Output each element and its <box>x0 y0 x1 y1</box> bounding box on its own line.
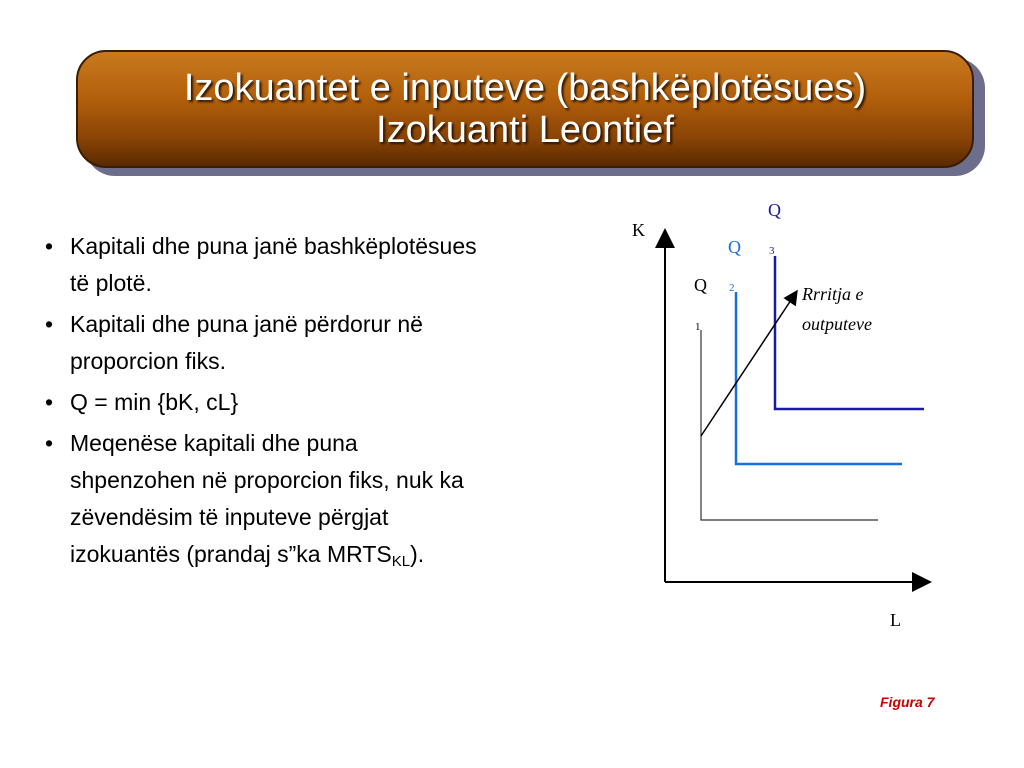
bullet-text: Kapitali dhe puna janë përdorur në proporcion fiks. <box>70 311 423 374</box>
bullet-text: Q = min {bK, cL} <box>70 389 239 415</box>
k-axis-label: K <box>632 220 645 240</box>
output-growth-arrow <box>701 291 797 436</box>
output-growth-line-2: outputeve <box>802 314 872 334</box>
q1-label: Q <box>694 275 707 295</box>
isoquant-q1 <box>701 330 878 520</box>
bullet-text: Kapitali dhe puna janë bashkëplotësues të plotë. <box>70 233 477 296</box>
bullet-tail: ). <box>410 541 425 567</box>
output-growth-line-1: Rrritja e <box>802 284 864 304</box>
title-line-2: Izokuanti Leontief <box>376 109 674 151</box>
q3-label: Q <box>768 200 781 220</box>
q3-index: 3 <box>769 245 775 257</box>
q2-index: 2 <box>729 282 735 294</box>
title-line-1: Izokuantet e inputeve (bashkëplotësues) <box>183 67 867 109</box>
figure-label: Figura 7 <box>880 694 935 710</box>
l-axis-label: L <box>890 610 901 630</box>
q1-index: 1 <box>695 321 701 333</box>
q2-label: Q <box>728 237 741 257</box>
bullet-text: Meqenëse kapitali dhe puna shpenzohen në proporcion fiks, nuk ka zëvendësim të inputeve përgjat izokuantës (prandaj s”ka MRTS <box>70 430 464 567</box>
output-growth-label <box>801 284 872 334</box>
mrts-subscript: KL <box>391 553 411 570</box>
